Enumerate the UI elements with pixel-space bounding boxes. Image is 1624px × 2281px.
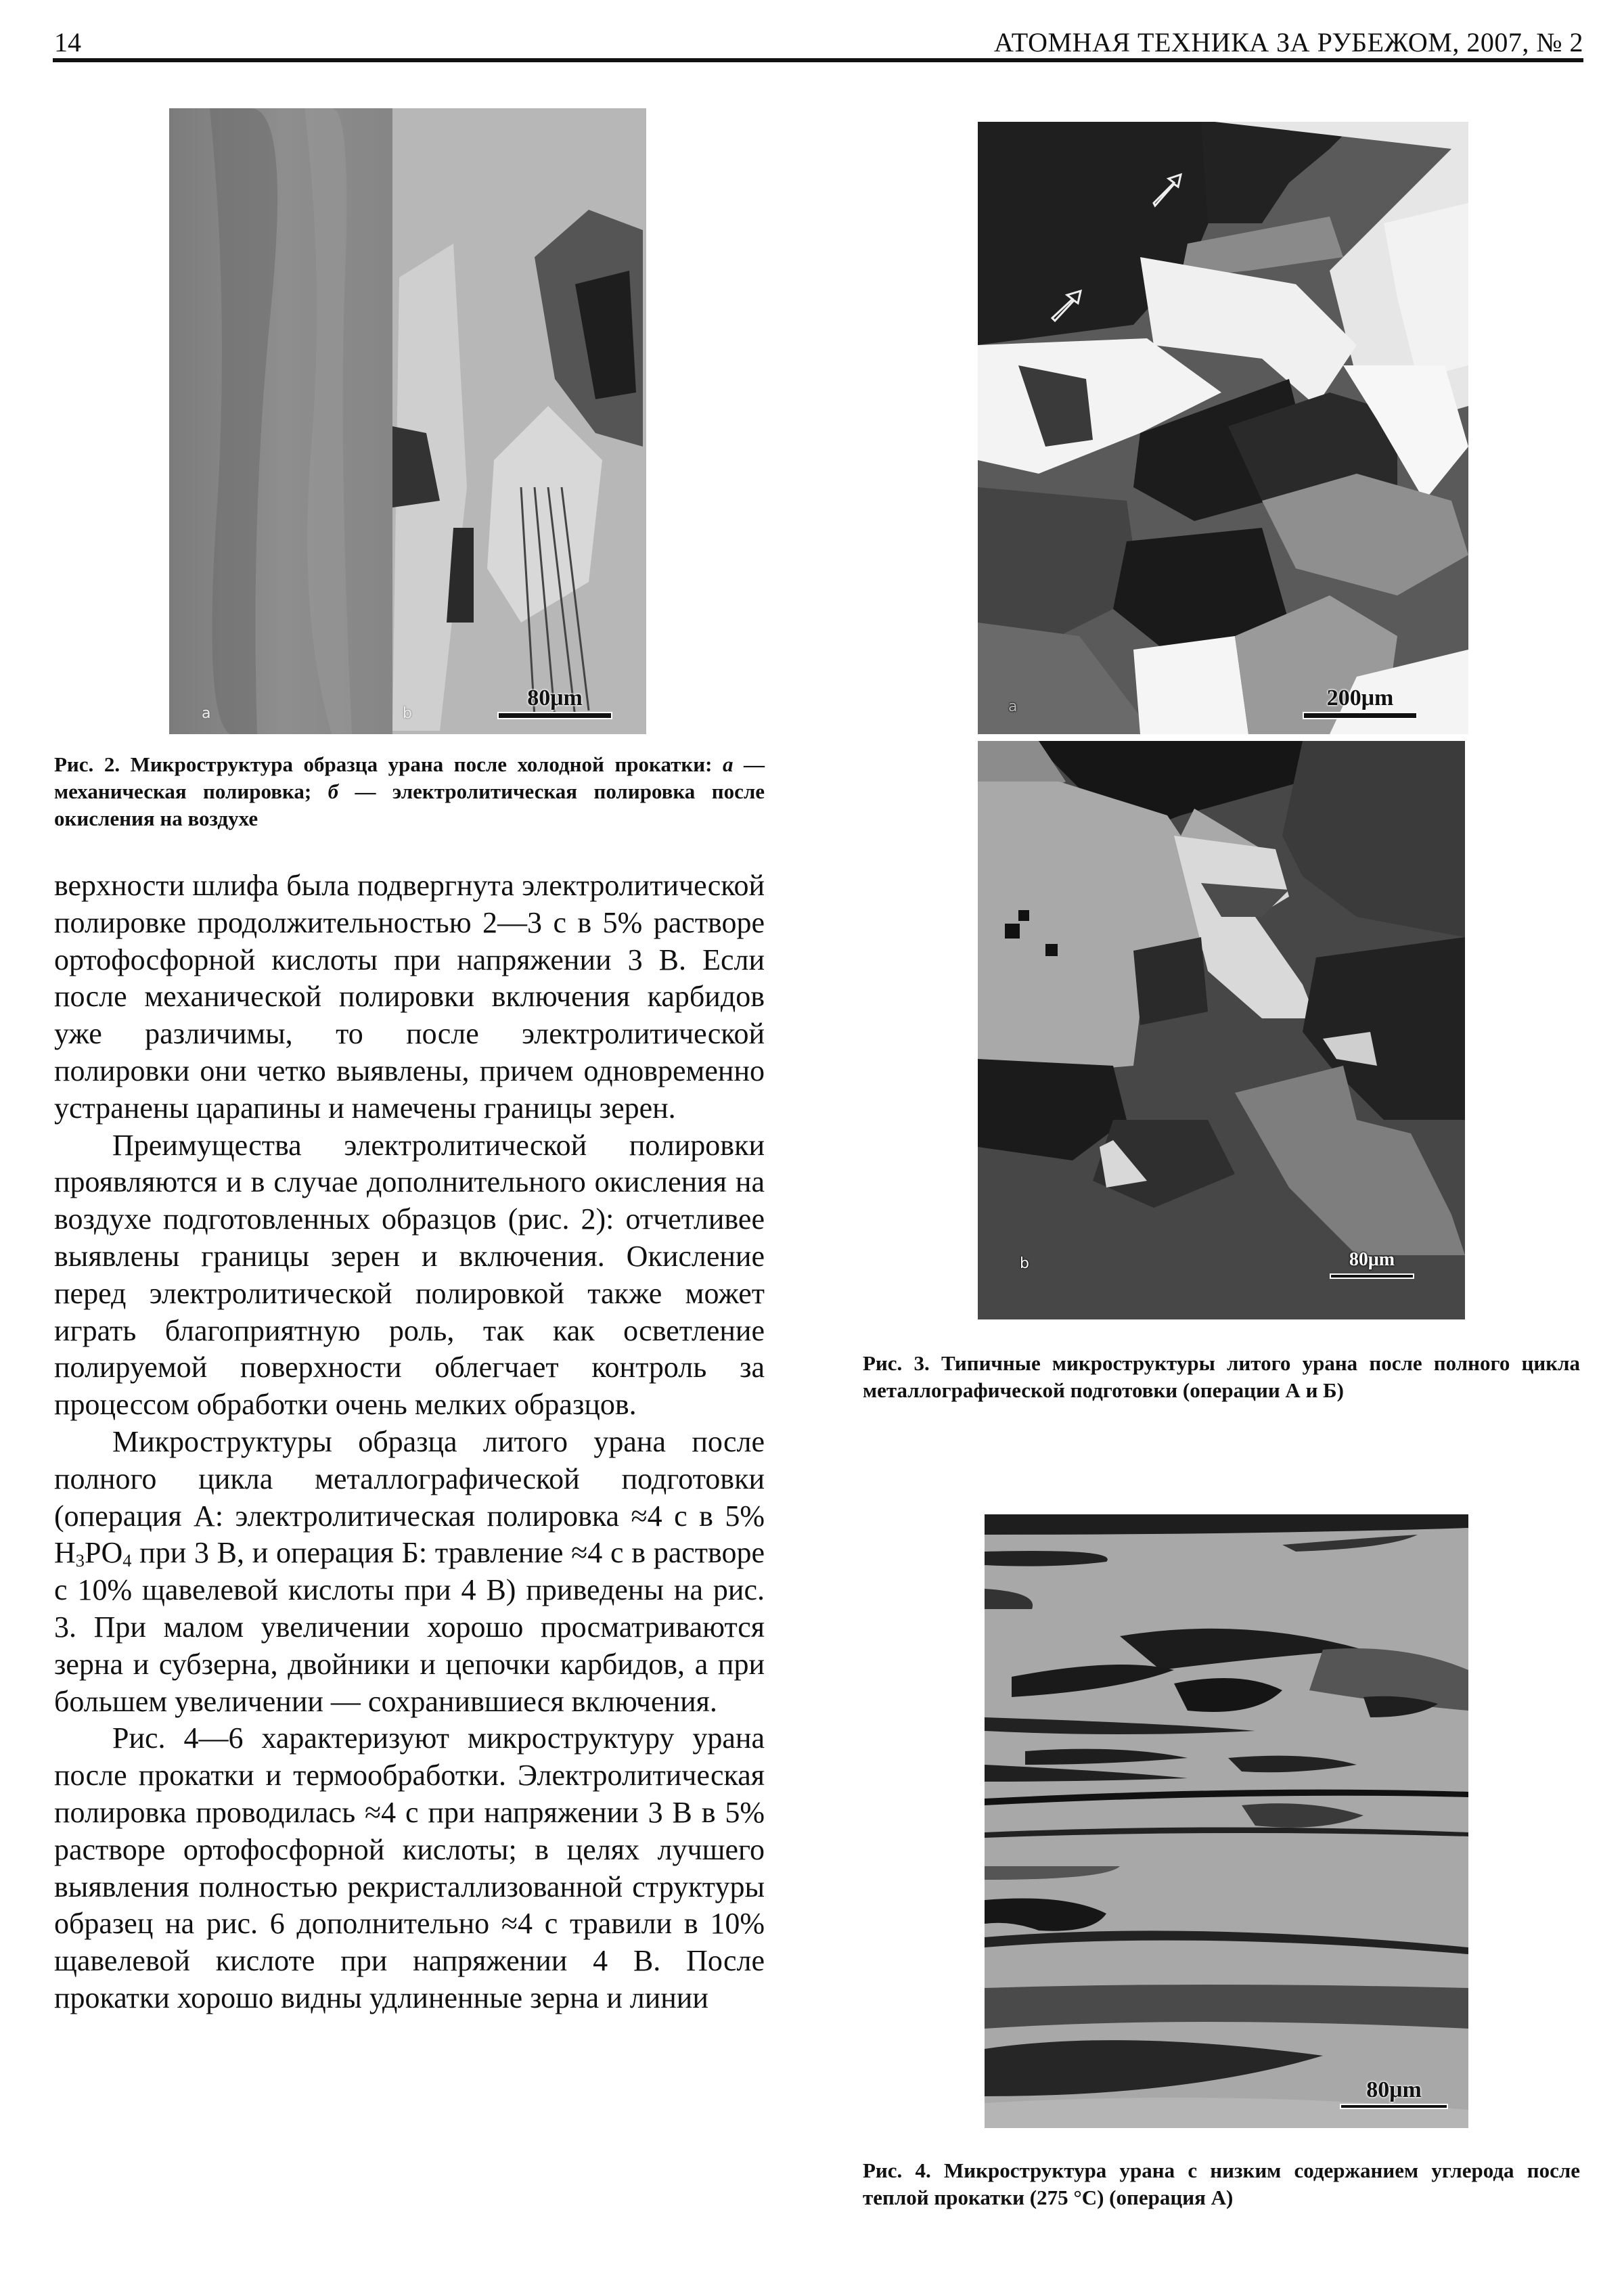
figure-4-caption xyxy=(863,2157,1580,2211)
figure-2-image xyxy=(169,108,646,734)
scale-bar xyxy=(1330,1248,1414,1279)
scale-bar-label: 80μm xyxy=(1366,2077,1422,2102)
caption-text: Типичные микроструктуры литого урана после полного цикла металлографической подготовки (операции А и Б) xyxy=(863,1351,1580,1402)
caption-panel-b: б xyxy=(328,780,339,803)
figure-2-number: Рис. 2. xyxy=(54,752,120,776)
body-text-column xyxy=(54,867,765,2017)
paragraph-text: Микроструктуры образца литого урана после полного цикла металлографической подготовки (операция А: электролитическая полировка ≈4 с в 5% H xyxy=(54,1424,765,1570)
paragraph: Преимущества электролитической полировки проявляются и в случае дополнительного окисления на воздухе подготовленных образцов (рис. 2): отчетливее выявлены границы зерен и включения. Окисление перед электролитической полировкой также может играть благоприятную роль, так как осветление полируемой поверхности облегчает контроль за процессом обработки очень мелких образцов. xyxy=(54,1128,765,1422)
scale-bar-line xyxy=(1340,2104,1448,2109)
caption-text: Микроструктура урана с низким содержанием углерода после теплой прокатки (275 °С) (операция А) xyxy=(863,2159,1580,2209)
page-number: 14 xyxy=(54,27,81,58)
figure-4-image xyxy=(985,1514,1468,2128)
paragraph: верхности шлифа была подвергнута электролитической полировке продолжительностью 2—3 с в 5% растворе ортофосфорной кислоты при напряжении 3 В. Если после механической полировки включения карбидов уже различимы, то после электролитической полировки они четко выявлены, причем одновременно устранены царапины и намечены границы зерен. xyxy=(54,869,765,1125)
caption-text: Микроструктура образца урана после холодной прокатки: xyxy=(120,752,723,776)
figure-3a-image xyxy=(978,122,1468,734)
panel-label-a: a xyxy=(1008,698,1018,715)
scale-bar-line xyxy=(1330,1273,1414,1279)
header-rule xyxy=(53,58,1583,62)
paragraph: Рис. 4—6 характеризуют микроструктуру урана после прокатки и термообработки. Электролитическая полировка проводилась ≈4 с при напряжении 3 В в 5% растворе ортофосфорной кислоты; в целях лучшего выявления полностью рекристаллизованной структуры образец на рис. 6 дополнительно ≈4 с травили в 10% щавелевой кислоте при напряжении 4 В. После прокатки хорошо видны удлиненные зерна и линии xyxy=(54,1721,765,2014)
running-header xyxy=(54,26,1583,60)
figure-3b-image xyxy=(978,741,1465,1319)
paragraph xyxy=(54,1424,765,1720)
figure-3-number: Рис. 3. xyxy=(863,1351,930,1375)
caption-text: — механическая полировка; xyxy=(54,752,765,803)
scale-bar-line xyxy=(1303,712,1418,719)
caption-panel-a: а xyxy=(722,752,734,776)
scale-bar-label: 80μm xyxy=(1349,1249,1395,1270)
scale-bar-label: 200μm xyxy=(1326,685,1394,710)
scale-bar-line xyxy=(497,712,612,719)
panel-label-b: b xyxy=(403,705,412,722)
panel-label-b: b xyxy=(1020,1255,1029,1272)
scale-bar-label: 80μm xyxy=(527,685,583,710)
scale-bar xyxy=(1340,2078,1448,2109)
subscript: 4 xyxy=(122,1550,132,1571)
figure-2-micrograph xyxy=(169,108,646,734)
paragraph-text: при 3 В, и операция Б: травление ≈4 с в растворе с 10% щавелевой кислоты при 4 В) приведены на рис. 3. При малом увеличении хорошо просматриваются зерна и субзерна, двойники и цепочки карбидов, а при большем увеличении — сохранившиеся включения. xyxy=(54,1536,765,1718)
scale-bar xyxy=(497,686,612,719)
figure-4-micrograph xyxy=(985,1514,1468,2128)
scale-bar xyxy=(1303,686,1418,719)
figure-3a-micrograph xyxy=(978,122,1468,734)
figure-3-caption xyxy=(863,1350,1580,1404)
journal-title: АТОМНАЯ ТЕХНИКА ЗА РУБЕЖОМ, 2007, № 2 xyxy=(993,27,1583,58)
figure-2-caption xyxy=(54,751,765,832)
figure-4-number: Рис. 4. xyxy=(863,2159,931,2182)
caption-text: — электролитическая полировка после окисления на воздухе xyxy=(54,780,765,830)
figure-3b-micrograph xyxy=(978,741,1465,1319)
paragraph-text: PO xyxy=(84,1536,123,1570)
subscript: 3 xyxy=(75,1550,85,1571)
panel-label-a: a xyxy=(202,705,211,722)
